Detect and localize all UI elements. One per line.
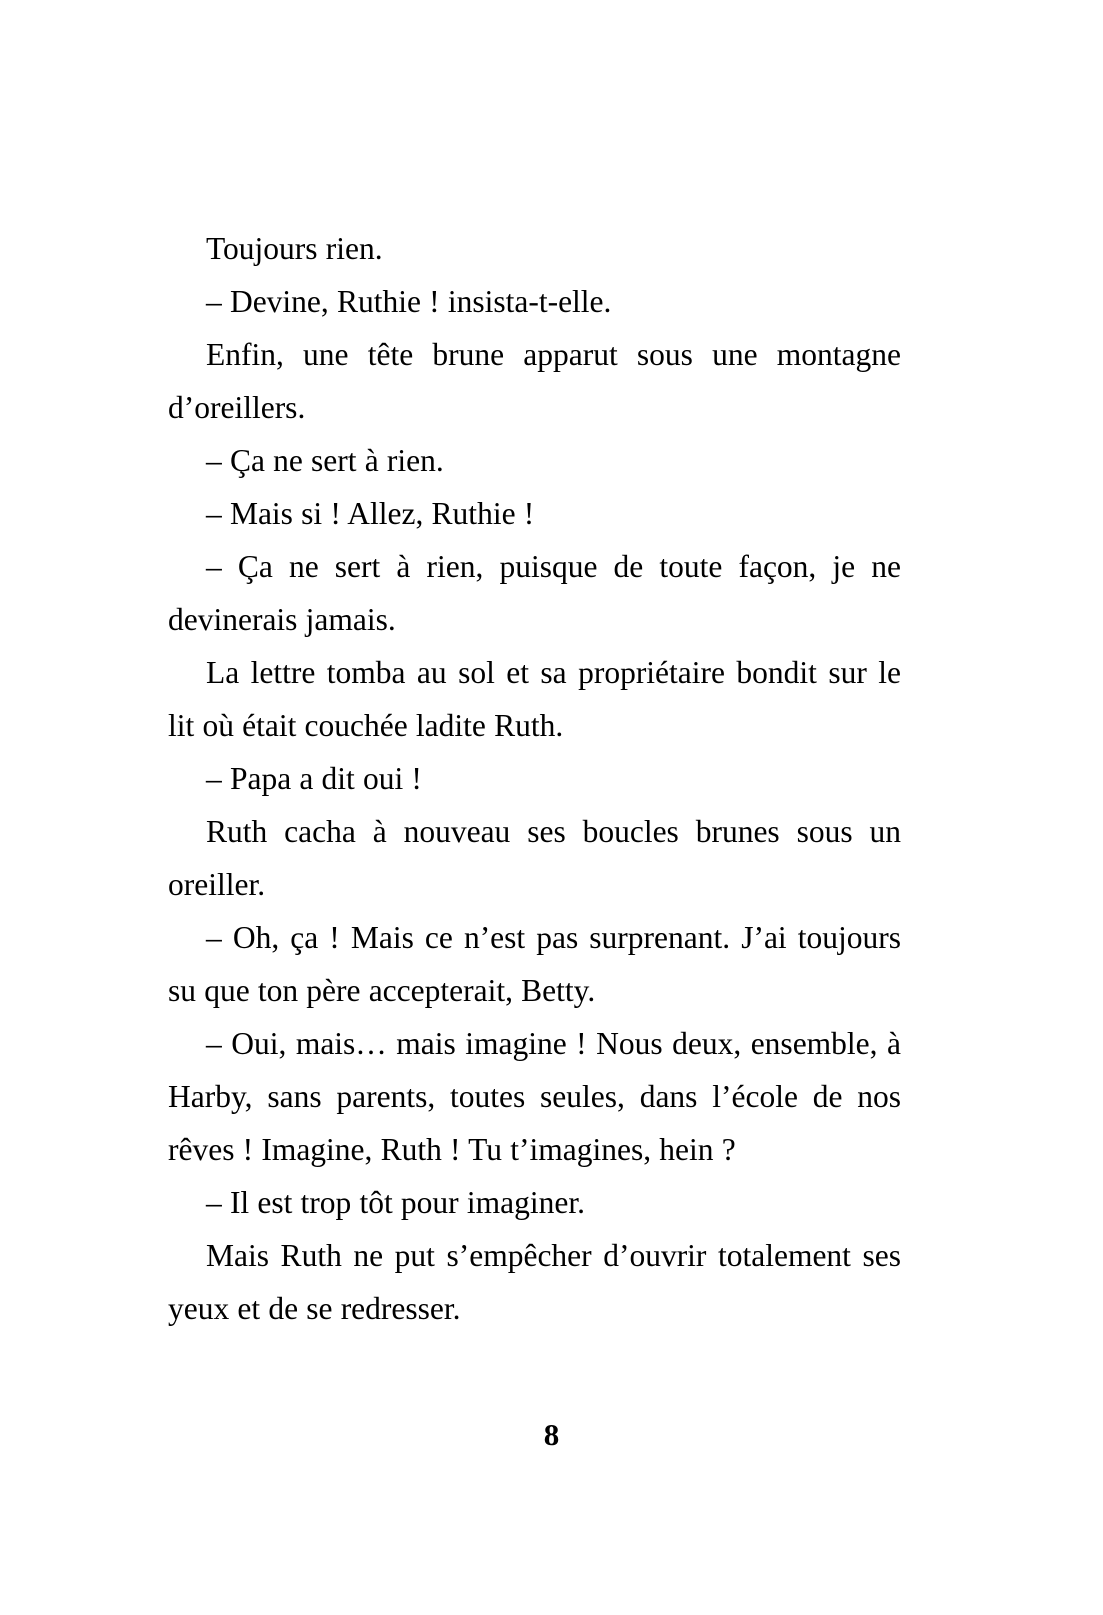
body-text-block (168, 222, 901, 1335)
paragraph: – Ça ne sert à rien. (206, 443, 444, 478)
paragraph: La lettre tomba au sol et sa propriétaire bondit sur le lit où était couchée ladite Ruth. (168, 655, 901, 743)
page-number: 8 (543, 1417, 560, 1452)
paragraph: – Ça ne sert à rien, puisque de toute façon, je ne devinerais jamais. (168, 549, 901, 637)
paragraph: – Il est trop tôt pour imaginer. (206, 1185, 585, 1220)
paragraph: Toujours rien. (206, 231, 383, 266)
paragraph: – Devine, Ruthie ! insista-t-elle. (206, 284, 612, 319)
paragraph: – Oh, ça ! Mais ce n’est pas surprenant. J’ai toujours su que ton père accepterait, Betty. (168, 920, 901, 1008)
paragraph: – Mais si ! Allez, Ruthie ! (206, 496, 535, 531)
paragraph: – Papa a dit oui ! (206, 761, 422, 796)
paragraph: Ruth cacha à nouveau ses boucles brunes sous un oreiller. (168, 814, 901, 902)
paragraph: – Oui, mais… mais imagine ! Nous deux, ensemble, à Harby, sans parents, toutes seules, dans l’école de nos rêves ! Imagine, Ruth ! Tu t’imagines, hein ? (168, 1026, 901, 1167)
paragraph: Enfin, une tête brune apparut sous une montagne d’oreillers. (168, 337, 901, 425)
paragraph: Mais Ruth ne put s’empêcher d’ouvrir totalement ses yeux et de se redresser. (168, 1238, 901, 1326)
